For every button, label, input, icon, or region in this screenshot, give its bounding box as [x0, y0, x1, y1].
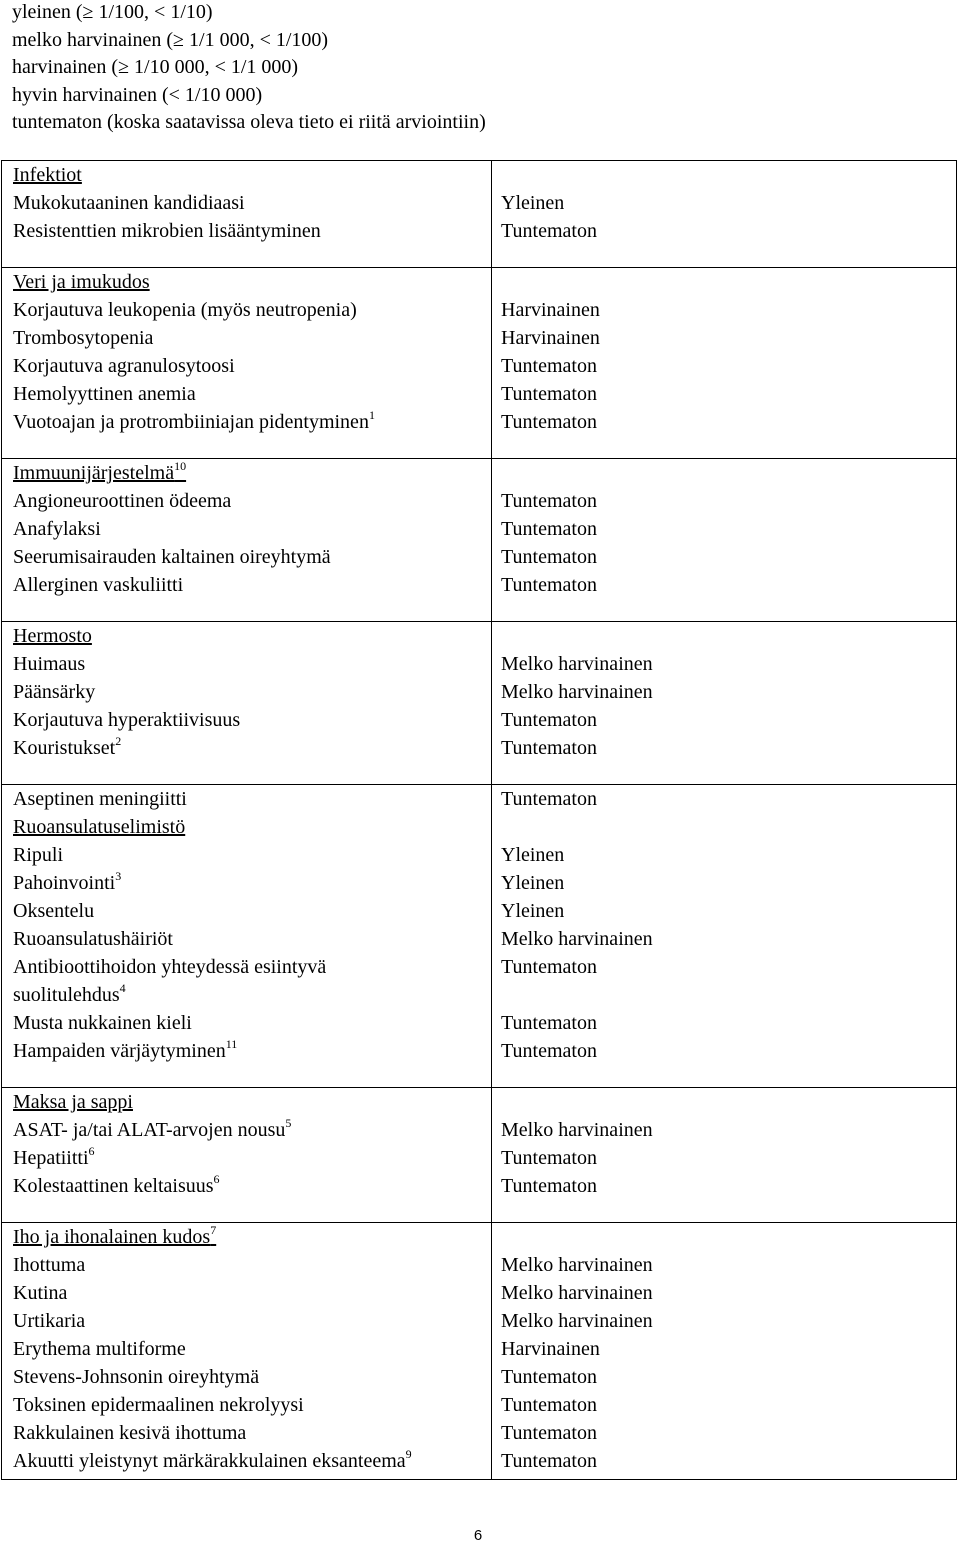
reaction-term — [13, 380, 491, 408]
frequency-value — [501, 678, 956, 706]
page-number: 6 — [473, 1527, 483, 1544]
reaction-term — [13, 324, 491, 352]
reaction-term — [13, 734, 491, 762]
section-spacer — [13, 1475, 491, 1479]
reaction-term-text: Päänsärky — [13, 681, 96, 703]
section-heading — [13, 268, 491, 296]
frequency-value — [501, 734, 956, 762]
frequency-value — [501, 1009, 956, 1037]
reaction-term — [13, 841, 491, 869]
reaction-term — [13, 1279, 491, 1307]
frequency-value-text: Melko harvinainen — [501, 1254, 653, 1276]
frequency-value-text: Tuntematon — [501, 1147, 597, 1169]
section-row — [2, 459, 957, 622]
frequency-value — [501, 217, 956, 245]
reaction-term-text: Aseptinen meningiitti — [13, 788, 187, 810]
section-spacer — [13, 762, 491, 784]
term-cell — [2, 785, 492, 1088]
frequency-value-text: Melko harvinainen — [501, 681, 653, 703]
legend-line: yleinen (≥ 1/100, < 1/10) — [12, 1, 213, 23]
frequency-value-text: Tuntematon — [501, 546, 597, 568]
section-spacer — [501, 436, 956, 458]
section-spacer — [501, 1065, 956, 1087]
reaction-term-text: Vuotoajan ja protrombiiniajan pidentyminen — [13, 411, 369, 433]
frequency-value — [501, 650, 956, 678]
section-heading-text: Iho ja ihonalainen kudos — [13, 1226, 211, 1248]
reaction-term — [13, 571, 491, 599]
blank-line — [501, 268, 956, 296]
frequency-value-text: Melko harvinainen — [501, 1119, 653, 1141]
reaction-term-text: Seerumisairauden kaltainen oireyhtymä — [13, 546, 331, 568]
reaction-term-text: Trombosytopenia — [13, 327, 154, 349]
frequency-value-text: Tuntematon — [501, 1394, 597, 1416]
term-cell — [2, 459, 492, 622]
reaction-term — [13, 1447, 491, 1475]
reaction-term-text: Erythema multiforme — [13, 1338, 186, 1360]
frequency-value — [501, 1251, 956, 1279]
frequency-value-text: Tuntematon — [501, 1175, 597, 1197]
frequency-value-text: Melko harvinainen — [501, 1282, 653, 1304]
frequency-value-text: Tuntematon — [501, 1366, 597, 1388]
blank-line — [501, 622, 956, 650]
reaction-term — [13, 1009, 491, 1037]
section-spacer — [13, 1200, 491, 1222]
reaction-term-text: Resistenttien mikrobien lisääntyminen — [13, 220, 321, 242]
section-heading — [13, 161, 491, 189]
frequency-cell — [492, 622, 957, 785]
frequency-value — [501, 189, 956, 217]
section-spacer — [501, 245, 956, 267]
section-row — [2, 268, 957, 459]
frequency-legend — [12, 0, 486, 138]
reaction-term — [13, 1172, 491, 1200]
reaction-term — [13, 515, 491, 543]
section-row — [2, 1088, 957, 1223]
footnote-mark: 2 — [115, 734, 122, 748]
reaction-term-text: Musta nukkainen kieli — [13, 1012, 192, 1034]
reaction-term-text: Ripuli — [13, 844, 64, 866]
frequency-value-text: Tuntematon — [501, 411, 597, 433]
reaction-term — [13, 408, 491, 436]
frequency-value-text: Tuntematon — [501, 355, 597, 377]
frequency-value-text: Melko harvinainen — [501, 928, 653, 950]
frequency-cell — [492, 459, 957, 622]
reaction-term — [13, 1037, 491, 1065]
reaction-term-text: Toksinen epidermaalinen nekrolyysi — [13, 1394, 304, 1416]
section-spacer — [501, 1200, 956, 1222]
frequency-value-text: Tuntematon — [501, 737, 597, 759]
frequency-value-text: Tuntematon — [501, 220, 597, 242]
frequency-value-text: Harvinainen — [501, 299, 600, 321]
frequency-value — [501, 515, 956, 543]
section-spacer — [13, 599, 491, 621]
frequency-value — [501, 1116, 956, 1144]
section-heading-text: Maksa ja sappi — [13, 1091, 133, 1113]
frequency-value — [501, 352, 956, 380]
legend-line: hyvin harvinainen (< 1/10 000) — [12, 83, 263, 106]
footnote-mark: 1 — [368, 408, 375, 422]
frequency-value — [501, 785, 956, 813]
frequency-value — [501, 1279, 956, 1307]
frequency-value-text: Tuntematon — [501, 788, 597, 810]
reaction-term — [13, 953, 491, 981]
section-spacer — [13, 436, 491, 458]
reaction-term-text: Hampaiden värjäytyminen — [13, 1040, 226, 1062]
footnote-mark: 9 — [405, 1447, 412, 1461]
frequency-value-text: Yleinen — [501, 844, 565, 866]
section-spacer — [501, 762, 956, 784]
reaction-term — [13, 1419, 491, 1447]
frequency-value-text: Tuntematon — [501, 956, 597, 978]
reaction-term-text: ASAT- ja/tai ALAT-arvojen nousu — [13, 1119, 286, 1141]
reaction-term — [13, 678, 491, 706]
reaction-term — [13, 650, 491, 678]
reaction-term-text: Hepatiitti — [13, 1147, 89, 1169]
reaction-term — [13, 296, 491, 324]
frequency-cell — [492, 1223, 957, 1480]
section-spacer — [13, 245, 491, 267]
frequency-value-text: Tuntematon — [501, 1040, 597, 1062]
section-heading-text: Veri ja imukudos — [13, 271, 150, 293]
footnote-mark: 6 — [213, 1172, 220, 1186]
term-cell — [2, 1088, 492, 1223]
reaction-term-text: Urtikaria — [13, 1310, 86, 1332]
adverse-reactions-body — [2, 161, 957, 1480]
frequency-value — [501, 925, 956, 953]
reaction-term — [13, 217, 491, 245]
reaction-term-text: Kolestaattinen keltaisuus — [13, 1175, 214, 1197]
blank-line — [501, 161, 956, 189]
footnote-mark: 4 — [119, 981, 126, 995]
reaction-term — [13, 487, 491, 515]
section-heading-text: Immuunijärjestelmä — [13, 462, 175, 484]
reaction-term-text: Pahoinvointi — [13, 872, 116, 894]
frequency-value — [501, 1447, 956, 1475]
frequency-value-text: Harvinainen — [501, 327, 600, 349]
reaction-term — [13, 1116, 491, 1144]
term-cell — [2, 161, 492, 268]
section-heading-text: Infektiot — [13, 164, 82, 186]
frequency-value — [501, 296, 956, 324]
reaction-term — [13, 1144, 491, 1172]
reaction-term-text: suolitulehdus — [13, 984, 120, 1006]
frequency-value — [501, 869, 956, 897]
frequency-cell — [492, 161, 957, 268]
frequency-value — [501, 1419, 956, 1447]
reaction-term-text: Kouristukset — [13, 737, 116, 759]
section-spacer — [501, 599, 956, 621]
footnote-mark: 11 — [225, 1037, 238, 1051]
section-heading — [13, 622, 491, 650]
reaction-term-text: Hemolyyttinen anemia — [13, 383, 196, 405]
blank-line — [501, 1223, 956, 1251]
frequency-value-text: Yleinen — [501, 900, 565, 922]
frequency-value-text: Melko harvinainen — [501, 1310, 653, 1332]
frequency-value-text: Tuntematon — [501, 1422, 597, 1444]
legend-line: harvinainen (≥ 1/10 000, < 1/1 000) — [12, 56, 299, 79]
footnote-mark: 7 — [210, 1223, 217, 1237]
reaction-term-text: Korjautuva agranulosytoosi — [13, 355, 235, 377]
reaction-term — [13, 543, 491, 571]
blank-line — [501, 813, 956, 841]
reaction-term — [13, 981, 491, 1009]
frequency-value-text: Tuntematon — [501, 518, 597, 540]
reaction-term-text: Korjautuva hyperaktiivisuus — [13, 709, 241, 731]
adverse-reactions-table — [1, 160, 957, 1480]
reaction-term-text: Korjautuva leukopenia (myös neutropenia) — [13, 299, 357, 321]
frequency-value — [501, 380, 956, 408]
section-row — [2, 161, 957, 268]
frequency-value-text: Tuntematon — [501, 490, 597, 512]
frequency-value-text: Tuntematon — [501, 1012, 597, 1034]
frequency-value-text: Tuntematon — [501, 709, 597, 731]
reaction-term — [13, 706, 491, 734]
reaction-term — [13, 189, 491, 217]
reaction-term-text: Oksentelu — [13, 900, 95, 922]
frequency-value — [501, 1363, 956, 1391]
frequency-value — [501, 1144, 956, 1172]
frequency-cell — [492, 1088, 957, 1223]
section-heading — [13, 1088, 491, 1116]
section-spacer — [13, 1065, 491, 1087]
frequency-value — [501, 324, 956, 352]
section-heading — [13, 459, 491, 487]
reaction-term — [13, 869, 491, 897]
frequency-cell — [492, 785, 957, 1088]
frequency-value — [501, 1037, 956, 1065]
reaction-term-text: Allerginen vaskuliitti — [13, 574, 184, 596]
frequency-value — [501, 1172, 956, 1200]
section-heading-text: Hermosto — [13, 625, 92, 647]
reaction-term — [13, 1307, 491, 1335]
term-cell — [2, 622, 492, 785]
reaction-term-text: Stevens-Johnsonin oireyhtymä — [13, 1366, 260, 1388]
reaction-term — [13, 1391, 491, 1419]
term-cell — [2, 268, 492, 459]
legend-line: tuntematon (koska saatavissa oleva tieto ei riitä arviointiin) — [12, 111, 486, 134]
section-heading — [13, 1223, 491, 1251]
reaction-term — [13, 352, 491, 380]
frequency-value-text: Yleinen — [501, 192, 565, 214]
frequency-value — [501, 543, 956, 571]
reaction-term — [13, 785, 491, 813]
footnote-mark: 10 — [174, 459, 187, 473]
frequency-value — [501, 841, 956, 869]
reaction-term-text: Huimaus — [13, 653, 86, 675]
section-heading — [13, 813, 491, 841]
term-cell — [2, 1223, 492, 1480]
frequency-value — [501, 408, 956, 436]
blank-line — [501, 459, 956, 487]
frequency-value — [501, 487, 956, 515]
frequency-value — [501, 897, 956, 925]
frequency-value-text: Harvinainen — [501, 1338, 600, 1360]
frequency-value-text: Tuntematon — [501, 574, 597, 596]
reaction-term — [13, 897, 491, 925]
reaction-term-text: Angioneuroottinen ödeema — [13, 490, 232, 512]
frequency-value — [501, 1307, 956, 1335]
reaction-term — [13, 1335, 491, 1363]
reaction-term — [13, 925, 491, 953]
blank-line — [501, 981, 956, 1009]
reaction-term — [13, 1251, 491, 1279]
reaction-term-text: Ruoansulatushäiriöt — [13, 928, 173, 950]
reaction-term-text: Rakkulainen kesivä ihottuma — [13, 1422, 247, 1444]
frequency-value — [501, 1335, 956, 1363]
reaction-term — [13, 1363, 491, 1391]
frequency-value — [501, 953, 956, 981]
section-row — [2, 785, 957, 1088]
section-row — [2, 622, 957, 785]
frequency-value — [501, 706, 956, 734]
frequency-value — [501, 571, 956, 599]
frequency-value-text: Yleinen — [501, 872, 565, 894]
reaction-term-text: Ihottuma — [13, 1254, 86, 1276]
frequency-value — [501, 1391, 956, 1419]
section-spacer — [501, 1475, 956, 1479]
reaction-term-text: Antibioottihoidon yhteydessä esiintyvä — [13, 956, 327, 978]
legend-line: melko harvinainen (≥ 1/1 000, < 1/100) — [12, 28, 329, 51]
reaction-term-text: Anafylaksi — [13, 518, 101, 540]
section-row — [2, 1223, 957, 1480]
reaction-term-text: Kutina — [13, 1282, 68, 1304]
section-heading-text: Ruoansulatuselimistö — [13, 816, 186, 838]
footnote-mark: 3 — [115, 869, 122, 883]
reaction-term-text: Mukokutaaninen kandidiaasi — [13, 192, 245, 214]
frequency-value-text: Melko harvinainen — [501, 653, 653, 675]
frequency-value-text: Tuntematon — [501, 383, 597, 405]
frequency-cell — [492, 268, 957, 459]
footnote-mark: 5 — [285, 1116, 292, 1130]
frequency-value-text: Tuntematon — [501, 1450, 597, 1472]
footnote-mark: 6 — [88, 1144, 95, 1158]
blank-line — [501, 1088, 956, 1116]
reaction-term-text: Akuutti yleistynyt märkärakkulainen eksanteema — [13, 1450, 406, 1472]
